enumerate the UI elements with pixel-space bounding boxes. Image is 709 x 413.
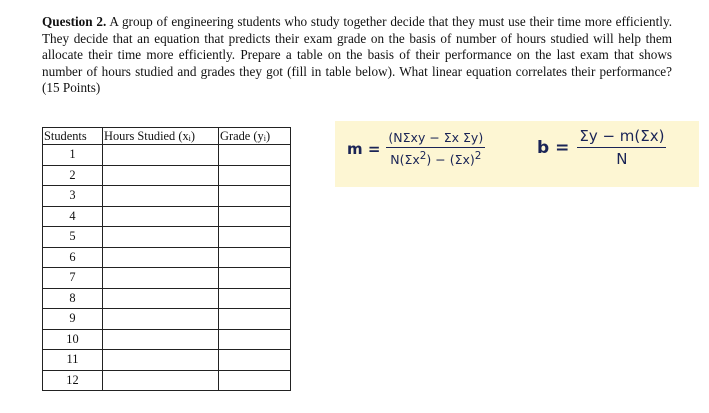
grade-cell[interactable] [219, 370, 291, 391]
table-row [43, 288, 291, 309]
hours-header: Hours Studied $(x_i)$ [103, 128, 219, 145]
intercept-numerator: Σy − m(Σx) [577, 127, 666, 148]
table-row [43, 247, 291, 268]
student-number: 2 [43, 165, 103, 186]
hours-cell[interactable] [103, 247, 219, 268]
grade-cell[interactable] [219, 309, 291, 330]
grade-cell[interactable] [219, 329, 291, 350]
table-row [43, 186, 291, 207]
hours-cell[interactable] [103, 186, 219, 207]
hours-cell[interactable] [103, 350, 219, 371]
student-number: 1 [43, 145, 103, 166]
grade-header: Grade $(y_i)$ [219, 128, 291, 145]
grade-cell[interactable] [219, 227, 291, 248]
slope-numerator: (NΣxy − Σx Σy) [386, 130, 485, 148]
table-row [43, 227, 291, 248]
question-label: Question 2. [42, 14, 107, 29]
grade-cell[interactable] [219, 350, 291, 371]
hours-cell[interactable] [103, 329, 219, 350]
slope-formula [347, 130, 485, 167]
student-number: 9 [43, 309, 103, 330]
students-header: Students [43, 128, 103, 145]
student-number: 12 [43, 370, 103, 391]
student-number: 11 [43, 350, 103, 371]
data-table [42, 127, 291, 391]
student-number: 5 [43, 227, 103, 248]
grade-cell[interactable] [219, 288, 291, 309]
slope-label: m = [347, 139, 381, 158]
table-row [43, 145, 291, 166]
hours-cell[interactable] [103, 370, 219, 391]
question-body: A group of engineering students who study together decide that they must use their time more efficiently. They decide that an equation that predicts their exam grade on the basis of number of hours studied will help them allocate their time more efficiently. Prepare a table on the basis of their performance on the last exam that shows number of hours studied and grades they got (fill in table below). What linear equation correlates their performance? (15 Points) [42, 14, 672, 96]
table-row [43, 309, 291, 330]
table-row [43, 165, 291, 186]
intercept-formula [537, 127, 666, 168]
hours-cell[interactable] [103, 227, 219, 248]
hours-cell[interactable] [103, 165, 219, 186]
intercept-label: b = [537, 137, 570, 158]
student-number: 3 [43, 186, 103, 207]
table-row [43, 329, 291, 350]
table-header-row [43, 128, 291, 145]
hours-cell[interactable] [103, 145, 219, 166]
grade-cell[interactable] [219, 186, 291, 207]
slope-denominator: $N(\Sigma x^2) - (\Sigma x)^2$ [390, 150, 482, 168]
hours-cell[interactable] [103, 309, 219, 330]
table-row [43, 370, 291, 391]
question-text [42, 14, 672, 97]
hours-cell[interactable] [103, 288, 219, 309]
grade-cell[interactable] [219, 165, 291, 186]
hours-cell[interactable] [103, 206, 219, 227]
formula-box [335, 121, 699, 187]
grade-cell[interactable] [219, 206, 291, 227]
student-number: 6 [43, 247, 103, 268]
intercept-denominator: N [616, 150, 628, 168]
student-number: 4 [43, 206, 103, 227]
student-number: 10 [43, 329, 103, 350]
student-number: 8 [43, 288, 103, 309]
hours-cell[interactable] [103, 268, 219, 289]
grade-cell[interactable] [219, 145, 291, 166]
student-number: 7 [43, 268, 103, 289]
grade-cell[interactable] [219, 247, 291, 268]
table-row [43, 268, 291, 289]
table-row [43, 206, 291, 227]
grade-cell[interactable] [219, 268, 291, 289]
table-row [43, 350, 291, 371]
